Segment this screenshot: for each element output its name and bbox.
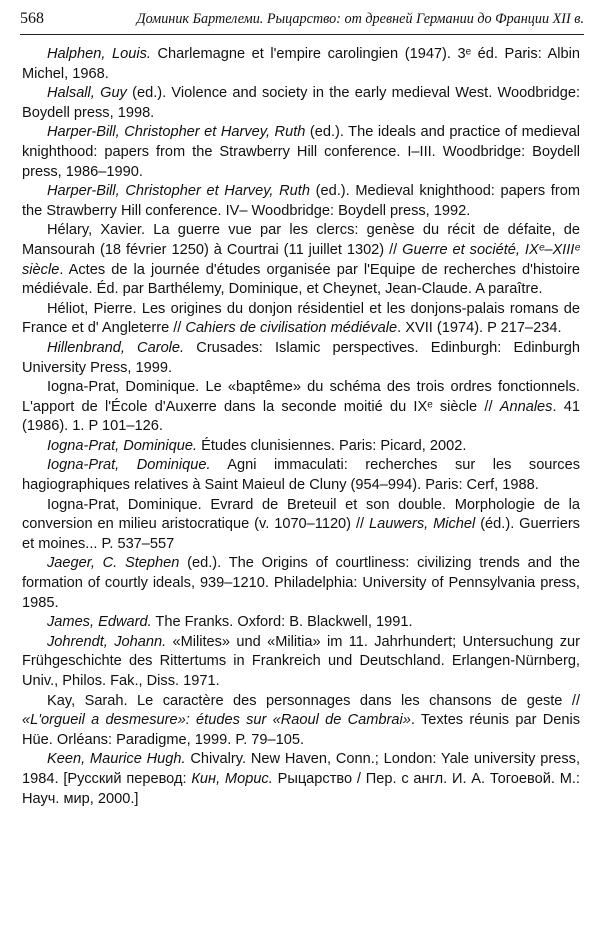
bibliography-entry: [22, 496, 580, 555]
bibliography-list: [22, 45, 580, 809]
entry-text-continued: . Actes de la journée d'études organisée par l'Equipe de recherches d'histoire médiévale. Éd. par Barthélemy, Dominique, et Cheynet, Jean-Claude. A paraître.: [22, 261, 580, 298]
entry-text-continued: . XVII (1974). P 217–234.: [397, 320, 562, 337]
entry-text: (ed.). The Origins of courtliness: civilizing trends and the formation of courtly ideals, 939–1210. Philadelphia: University of Pennsylvania press, 1985.: [22, 555, 580, 611]
entry-text: Iogna-Prat, Dominique. Evrard de Breteuil et son double. Morphologie de la conversion en milieu aristocratique (v. 1070–1120) //: [22, 496, 580, 533]
bibliography-entry: [22, 300, 580, 339]
entry-text-continued: . Textes réunis par Denis Hüe. Orléans: Paradigme, 1999. P. 79–105.: [22, 712, 581, 748]
entry-author: Iogna-Prat, Dominique.: [47, 457, 211, 474]
running-header: [20, 10, 584, 35]
entry-author: Halphen, Louis.: [47, 46, 151, 62]
entry-text: Charlemagne et l'empire carolingien (1947). 3ᵉ éd. Paris: Albin Michel, 1968.: [22, 46, 580, 82]
entry-italic-title: «L'orgueil a desmesure»: études sur «Raoul de Cambrai»: [22, 712, 411, 729]
entry-author: Harper-Bill, Christopher et Harvey, Ruth: [47, 183, 310, 200]
bibliography-entry: [22, 84, 580, 123]
bibliography-entry: [22, 633, 580, 692]
entry-text: (ed.). The ideals and practice of medieval knighthood: papers from the Strawberry Hill conference. I–III. Woodbridge: Boydell press, 1986–1990.: [22, 124, 580, 180]
entry-author: Hillenbrand, Carole.: [47, 339, 185, 356]
entry-text: Iogna-Prat, Dominique. Le «baptême» du schéma des trois ordres fonctionnels. L'apport de l'École d'Auxerre dans la seconde moitié du IXᵉ siècle //: [22, 379, 580, 415]
entry-text: Hélary, Xavier. La guerre vue par les clercs: genèse du récit de défaite, de Mansourah (18 février 1250) à Courtrai (11 juillet 1302) //: [22, 222, 580, 258]
entry-italic-title: Кин, Морис.: [191, 770, 273, 787]
entry-text: The Franks. Oxford: B. Blackwell, 1991.: [151, 614, 413, 631]
bibliography-entry: [22, 554, 580, 613]
entry-text: «Milites» und «Militia» im 11. Jahrhundert; Untersuchung zur Frühgeschichte des Rittertums in Frankreich und Deutschland. Erlangen-Nürnberg, Univ., Philos. Fak., Diss. 1971.: [22, 633, 580, 689]
entry-italic-title: Cahiers de civilisation médiévale: [185, 320, 398, 337]
page-number: 568: [20, 10, 44, 27]
entry-author: Harper-Bill, Christopher et Harvey, Ruth: [47, 124, 306, 141]
entry-italic-title: Annales: [499, 398, 553, 415]
entry-author: Johrendt, Johann.: [47, 633, 167, 650]
entry-italic-title: Guerre et société, IXᵉ–XIIIᵉ siècle: [22, 241, 581, 278]
entry-text: Kay, Sarah. Le caractère des personnages dans les chansons de geste //: [47, 692, 580, 709]
bibliography-entry: [22, 182, 580, 221]
entry-text-continued: . 41 (1986). 1. P 101–126.: [22, 398, 580, 435]
entry-author: James, Edward.: [47, 614, 152, 631]
bibliography-entry: [22, 692, 580, 751]
entry-text: Agni immaculati: recherches sur les sources hagiographiques relatives à Saint Maieul de Cluny (954–994). Paris: Cerf, 1988.: [22, 457, 580, 494]
bibliography-entry: [22, 339, 580, 378]
entry-author: Keen, Maurice Hugh.: [47, 751, 186, 768]
bibliography-entry: [22, 45, 580, 84]
entry-author: Halsall, Guy: [47, 85, 127, 102]
entry-author: Jaeger, C. Stephen: [47, 555, 180, 572]
entry-text: Chivalry. New Haven, Conn.; London: Yale university press, 1984. [Русский перевод:: [22, 751, 580, 787]
bibliography-entry: [22, 378, 580, 437]
bibliography-entry: [22, 221, 580, 299]
entry-text-continued: (éd.). Guerriers et moines... P. 537–557: [22, 516, 580, 552]
entry-author: Iogna-Prat, Dominique.: [47, 437, 198, 454]
bibliography-entry: [22, 750, 580, 809]
bibliography-entry: [22, 456, 580, 495]
running-title: Доминик Бартелеми. Рыцарство: от древней Германии до Франции XII в.: [136, 11, 584, 27]
entry-text: (ed.). Violence and society in the early medieval West. Woodbridge: Boydell press, 1998.: [22, 85, 580, 121]
entry-text: Crusades: Islamic perspectives. Edinburgh: Edinburgh University Press, 1999.: [22, 339, 581, 376]
entry-text: (ed.). Medieval knighthood: papers from the Strawberry Hill conference. IV– Woodbridge: Boydell press, 1992.: [22, 183, 580, 219]
entry-text: Héliot, Pierre. Les origines du donjon résidentiel et les donjons-palais romans de France et d' Angleterre //: [22, 300, 580, 337]
bibliography-entry: [22, 437, 580, 457]
entry-italic-title: Lauwers, Michel: [368, 516, 476, 533]
bibliography-entry: [22, 613, 580, 633]
entry-text-continued: Рыцарство / Пер. с англ. И. А. Тогоевой. М.: Науч. мир, 2000.]: [22, 770, 580, 807]
bibliography-entry: [22, 123, 580, 182]
entry-text: Études clunisiennes. Paris: Picard, 2002.: [197, 437, 467, 454]
